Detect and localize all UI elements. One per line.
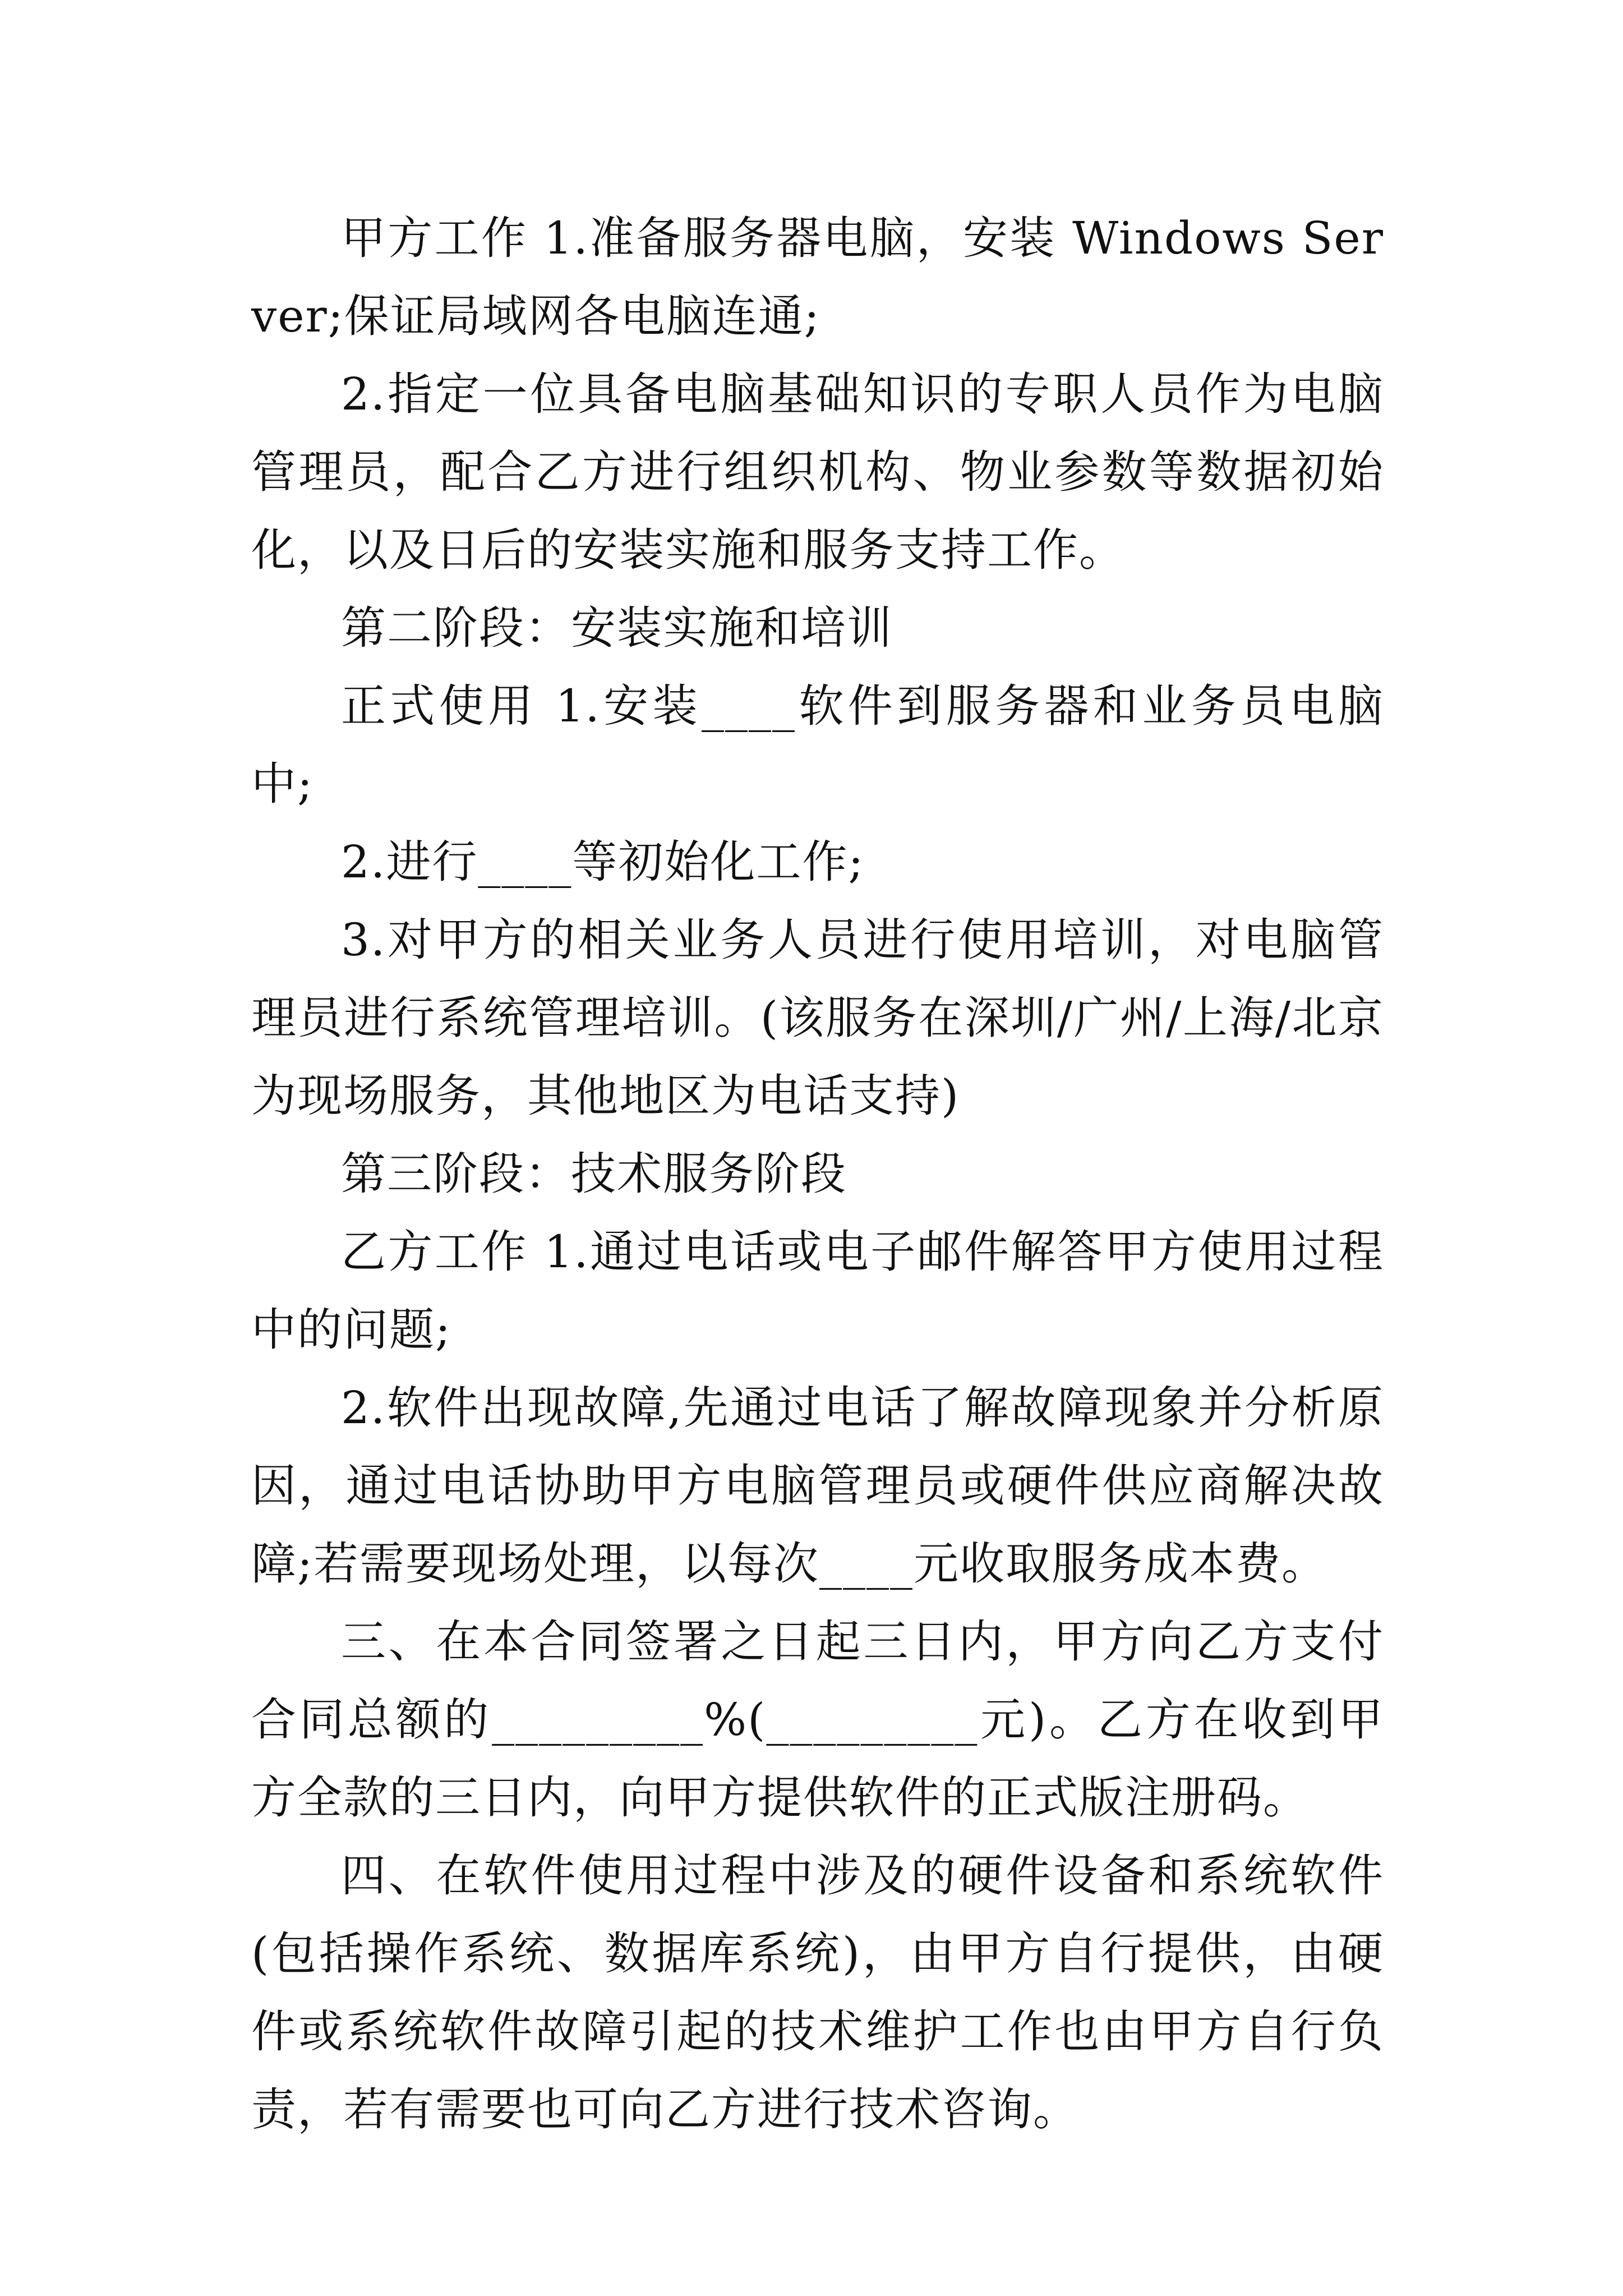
- paragraph-initialization: 2.进行____等初始化工作;: [341, 836, 865, 888]
- heading-phase-three: 第三阶段：技术服务阶段: [341, 1148, 847, 1200]
- paragraph-training: 3.对甲方的相关业务人员进行使用培训，对电脑管理员进行系统管理培训。(该服务在深圳/广州/上海/北京为现场服务，其他地区为电话支持): [251, 914, 1384, 1122]
- document-body: [251, 199, 1384, 2148]
- paragraph-formal-use-install: 正式使用 1.安装____软件到服务器和业务员电脑中;: [251, 680, 1384, 810]
- paragraph-designate-admin: 2.指定一位具备电脑基础知识的专职人员作为电脑管理员，配合乙方进行组织机构、物业参数等数据初始化，以及日后的安装实施和服务支持工作。: [251, 368, 1384, 576]
- clause-four-hardware: 四、在软件使用过程中涉及的硬件设备和系统软件(包括操作系统、数据库系统)，由甲方自行提供，由硬件或系统软件故障引起的技术维护工作也由甲方自行负责，若有需要也可向乙方进行技术咨询。: [251, 1849, 1384, 2136]
- clause-three-payment: 三、在本合同签署之日起三日内，甲方向乙方支付合同总额的_________%(_________元)。乙方在收到甲方全款的三日内，向甲方提供软件的正式版注册码。: [251, 1616, 1384, 1824]
- paragraph-fault-handling: 2.软件出现故障,先通过电话了解故障现象并分析原因，通过电话协助甲方电脑管理员或硬件供应商解决故障;若需要现场处理，以每次____元收取服务成本费。: [251, 1382, 1384, 1590]
- heading-phase-two: 第二阶段：安装实施和培训: [341, 602, 893, 654]
- paragraph-party-b-work: 乙方工作 1.通过电话或电子邮件解答甲方使用过程中的问题;: [251, 1226, 1384, 1356]
- paragraph-party-a-work: 甲方工作 1.准备服务器电脑，安装 Windows Server;保证局域网各电脑连通;: [251, 212, 1384, 342]
